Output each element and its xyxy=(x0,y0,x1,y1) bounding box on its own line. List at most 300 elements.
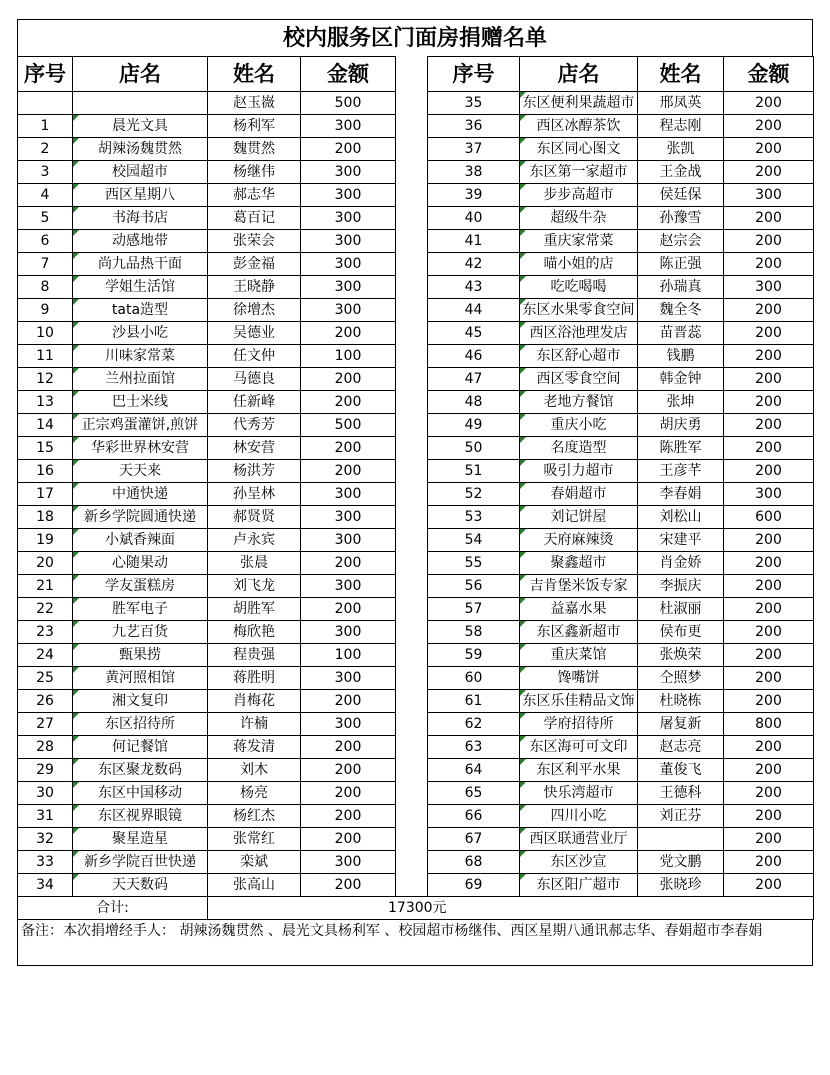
cell-no: 57 xyxy=(428,598,520,621)
cell-shop: 东区第一家超市 xyxy=(520,161,638,184)
cell-amount: 200 xyxy=(301,782,396,805)
cell-no: 37 xyxy=(428,138,520,161)
cell-name: 张高山 xyxy=(208,874,301,897)
cell-amount: 200 xyxy=(724,552,814,575)
cell-name: 胡胜军 xyxy=(208,598,301,621)
table-row xyxy=(18,207,814,230)
cell-no: 7 xyxy=(18,253,73,276)
cell-shop: 西区联通营业厅 xyxy=(520,828,638,851)
cell-shop xyxy=(73,92,208,115)
cell-name: 任新峰 xyxy=(208,391,301,414)
column-gap xyxy=(396,805,428,828)
cell-no: 12 xyxy=(18,368,73,391)
cell-shop: 天天数码 xyxy=(73,874,208,897)
cell-shop: 四川小吃 xyxy=(520,805,638,828)
table-row xyxy=(18,598,814,621)
cell-no: 66 xyxy=(428,805,520,828)
column-gap xyxy=(396,874,428,897)
cell-shop: 心随果动 xyxy=(73,552,208,575)
cell-amount: 300 xyxy=(301,299,396,322)
cell-amount: 200 xyxy=(724,529,814,552)
cell-name: 宋建平 xyxy=(638,529,724,552)
cell-shop: 名度造型 xyxy=(520,437,638,460)
cell-shop: 重庆小吃 xyxy=(520,414,638,437)
cell-name: 杨洪芳 xyxy=(208,460,301,483)
cell-no: 13 xyxy=(18,391,73,414)
cell-name: 郝志华 xyxy=(208,184,301,207)
cell-no: 40 xyxy=(428,207,520,230)
cell-amount: 200 xyxy=(724,805,814,828)
cell-no: 10 xyxy=(18,322,73,345)
cell-no: 27 xyxy=(18,713,73,736)
cell-shop: 晨光文具 xyxy=(73,115,208,138)
cell-name: 刘松山 xyxy=(638,506,724,529)
cell-shop: 学府招待所 xyxy=(520,713,638,736)
cell-no: 60 xyxy=(428,667,520,690)
column-gap xyxy=(396,230,428,253)
cell-no: 28 xyxy=(18,736,73,759)
cell-name: 卢永宾 xyxy=(208,529,301,552)
column-gap xyxy=(396,161,428,184)
cell-name: 张常红 xyxy=(208,828,301,851)
cell-no: 4 xyxy=(18,184,73,207)
cell-amount: 300 xyxy=(301,184,396,207)
cell-no: 19 xyxy=(18,529,73,552)
cell-amount: 300 xyxy=(301,115,396,138)
cell-shop: 重庆菜馆 xyxy=(520,644,638,667)
cell-name: 许楠 xyxy=(208,713,301,736)
cell-no: 31 xyxy=(18,805,73,828)
table-row xyxy=(18,368,814,391)
cell-name: 赵玉嶶 xyxy=(208,92,301,115)
table-row xyxy=(18,644,814,667)
cell-no: 47 xyxy=(428,368,520,391)
cell-shop: 湘文复印 xyxy=(73,690,208,713)
cell-name: 王德科 xyxy=(638,782,724,805)
cell-no: 55 xyxy=(428,552,520,575)
total-row xyxy=(18,897,814,920)
cell-name: 吴德业 xyxy=(208,322,301,345)
cell-shop: 黄河照相馆 xyxy=(73,667,208,690)
cell-amount: 300 xyxy=(301,253,396,276)
cell-shop: 快乐湾超市 xyxy=(520,782,638,805)
cell-name: 刘木 xyxy=(208,759,301,782)
column-gap xyxy=(396,299,428,322)
cell-shop: 西区星期八 xyxy=(73,184,208,207)
cell-amount: 200 xyxy=(724,460,814,483)
cell-shop: 川味家常菜 xyxy=(73,345,208,368)
cell-shop: 超级牛杂 xyxy=(520,207,638,230)
cell-name: 董俊飞 xyxy=(638,759,724,782)
cell-name: 蒋发清 xyxy=(208,736,301,759)
cell-amount: 100 xyxy=(301,345,396,368)
cell-name: 陈正强 xyxy=(638,253,724,276)
cell-amount: 200 xyxy=(301,138,396,161)
table-row xyxy=(18,230,814,253)
cell-shop: 尚九品热干面 xyxy=(73,253,208,276)
cell-no: 8 xyxy=(18,276,73,299)
cell-name: 葛百记 xyxy=(208,207,301,230)
cell-name: 杜淑丽 xyxy=(638,598,724,621)
table-row xyxy=(18,874,814,897)
column-gap xyxy=(396,345,428,368)
cell-name: 李振庆 xyxy=(638,575,724,598)
cell-shop: 吸引力超市 xyxy=(520,460,638,483)
cell-amount: 300 xyxy=(301,207,396,230)
cell-name: 肖梅花 xyxy=(208,690,301,713)
cell-shop: 聚星造星 xyxy=(73,828,208,851)
cell-shop: 重庆家常菜 xyxy=(520,230,638,253)
cell-amount: 300 xyxy=(301,851,396,874)
cell-shop: 兰州拉面馆 xyxy=(73,368,208,391)
column-gap xyxy=(396,115,428,138)
cell-shop: 东区乐佳精品文饰 xyxy=(520,690,638,713)
column-gap xyxy=(396,138,428,161)
cell-name: 杨亮 xyxy=(208,782,301,805)
cell-name: 代秀芳 xyxy=(208,414,301,437)
cell-no: 41 xyxy=(428,230,520,253)
cell-name: 刘正芬 xyxy=(638,805,724,828)
table-row xyxy=(18,851,814,874)
table-row xyxy=(18,414,814,437)
cell-no: 46 xyxy=(428,345,520,368)
cell-shop: 东区阳广超市 xyxy=(520,874,638,897)
cell-amount: 200 xyxy=(301,598,396,621)
cell-name: 彭金福 xyxy=(208,253,301,276)
table-row xyxy=(18,276,814,299)
cell-shop: 新乡学院百世快递 xyxy=(73,851,208,874)
cell-no: 6 xyxy=(18,230,73,253)
cell-amount: 200 xyxy=(301,828,396,851)
cell-amount: 200 xyxy=(724,253,814,276)
column-gap xyxy=(396,460,428,483)
cell-name: 仝照梦 xyxy=(638,667,724,690)
column-gap xyxy=(396,184,428,207)
cell-amount: 200 xyxy=(724,345,814,368)
cell-shop: 东区招待所 xyxy=(73,713,208,736)
cell-shop: 喵小姐的店 xyxy=(520,253,638,276)
cell-name: 苗晋蕊 xyxy=(638,322,724,345)
table-row xyxy=(18,92,814,115)
cell-amount: 200 xyxy=(724,874,814,897)
cell-name: 侯布更 xyxy=(638,621,724,644)
cell-name: 林安营 xyxy=(208,437,301,460)
header-amount: 金额 xyxy=(724,57,814,92)
cell-no: 49 xyxy=(428,414,520,437)
cell-shop: 九艺百货 xyxy=(73,621,208,644)
cell-shop: 天天来 xyxy=(73,460,208,483)
cell-shop: 校园超市 xyxy=(73,161,208,184)
cell-amount: 200 xyxy=(724,828,814,851)
cell-no: 68 xyxy=(428,851,520,874)
cell-shop: 胜军电子 xyxy=(73,598,208,621)
cell-no: 45 xyxy=(428,322,520,345)
cell-name: 程贵强 xyxy=(208,644,301,667)
cell-amount: 200 xyxy=(724,299,814,322)
cell-shop: 东区海可可文印 xyxy=(520,736,638,759)
column-gap xyxy=(396,276,428,299)
cell-no: 15 xyxy=(18,437,73,460)
cell-name: 张晓珍 xyxy=(638,874,724,897)
cell-amount: 500 xyxy=(301,414,396,437)
cell-no: 33 xyxy=(18,851,73,874)
cell-name: 孙呈林 xyxy=(208,483,301,506)
header-name: 姓名 xyxy=(638,57,724,92)
cell-amount: 200 xyxy=(724,667,814,690)
column-gap xyxy=(396,322,428,345)
cell-no: 44 xyxy=(428,299,520,322)
cell-amount: 200 xyxy=(724,161,814,184)
table-row xyxy=(18,253,814,276)
cell-shop: 书海书店 xyxy=(73,207,208,230)
cell-shop: 中通快递 xyxy=(73,483,208,506)
cell-shop: 东区视界眼镜 xyxy=(73,805,208,828)
cell-amount: 200 xyxy=(724,736,814,759)
cell-no: 11 xyxy=(18,345,73,368)
cell-amount: 200 xyxy=(724,138,814,161)
cell-no: 58 xyxy=(428,621,520,644)
cell-amount: 800 xyxy=(724,713,814,736)
header-shop: 店名 xyxy=(520,57,638,92)
header-no: 序号 xyxy=(18,57,73,92)
total-value: 17300元 xyxy=(208,897,814,920)
cell-no: 39 xyxy=(428,184,520,207)
cell-amount: 200 xyxy=(724,759,814,782)
cell-amount: 200 xyxy=(724,644,814,667)
cell-name: 王彦芊 xyxy=(638,460,724,483)
cell-name: 蒋胜明 xyxy=(208,667,301,690)
column-gap xyxy=(396,207,428,230)
table-row xyxy=(18,138,814,161)
table-row xyxy=(18,667,814,690)
cell-name: 李春娟 xyxy=(638,483,724,506)
cell-amount: 300 xyxy=(301,483,396,506)
column-gap xyxy=(396,92,428,115)
cell-amount: 200 xyxy=(301,460,396,483)
cell-name: 杨继伟 xyxy=(208,161,301,184)
cell-shop: 馋嘴饼 xyxy=(520,667,638,690)
cell-shop: 春娟超市 xyxy=(520,483,638,506)
cell-amount: 200 xyxy=(724,322,814,345)
cell-amount: 300 xyxy=(301,161,396,184)
cell-no: 36 xyxy=(428,115,520,138)
cell-no: 48 xyxy=(428,391,520,414)
cell-amount: 200 xyxy=(724,92,814,115)
cell-name: 屠复新 xyxy=(638,713,724,736)
cell-no: 5 xyxy=(18,207,73,230)
cell-shop: 东区中国移动 xyxy=(73,782,208,805)
column-gap xyxy=(396,644,428,667)
table-row xyxy=(18,713,814,736)
cell-shop: 东区鑫新超市 xyxy=(520,621,638,644)
cell-no: 14 xyxy=(18,414,73,437)
cell-shop: 聚鑫超市 xyxy=(520,552,638,575)
cell-name: 梅欣艳 xyxy=(208,621,301,644)
cell-name: 赵宗会 xyxy=(638,230,724,253)
cell-no: 30 xyxy=(18,782,73,805)
cell-amount: 200 xyxy=(724,391,814,414)
cell-shop: 甄果捞 xyxy=(73,644,208,667)
cell-amount: 200 xyxy=(301,552,396,575)
cell-amount: 300 xyxy=(301,276,396,299)
cell-no: 1 xyxy=(18,115,73,138)
table-row xyxy=(18,345,814,368)
cell-amount: 200 xyxy=(301,759,396,782)
cell-no: 2 xyxy=(18,138,73,161)
cell-shop: 东区水果零食空间 xyxy=(520,299,638,322)
cell-amount: 200 xyxy=(301,322,396,345)
table-row xyxy=(18,805,814,828)
cell-no: 65 xyxy=(428,782,520,805)
table-row xyxy=(18,736,814,759)
table-row xyxy=(18,391,814,414)
cell-no: 67 xyxy=(428,828,520,851)
cell-no: 3 xyxy=(18,161,73,184)
table-row xyxy=(18,184,814,207)
cell-name: 任文仲 xyxy=(208,345,301,368)
cell-no: 35 xyxy=(428,92,520,115)
cell-name: 魏贯然 xyxy=(208,138,301,161)
cell-no: 26 xyxy=(18,690,73,713)
cell-amount: 200 xyxy=(724,115,814,138)
cell-amount: 200 xyxy=(724,368,814,391)
column-gap xyxy=(396,552,428,575)
cell-name: 刘飞龙 xyxy=(208,575,301,598)
cell-name: 王晓静 xyxy=(208,276,301,299)
cell-name: 赵志亮 xyxy=(638,736,724,759)
header-no: 序号 xyxy=(428,57,520,92)
cell-no: 24 xyxy=(18,644,73,667)
sheet-title: 校内服务区门面房捐赠名单 xyxy=(17,19,813,56)
cell-shop: 西区冰醇茶饮 xyxy=(520,115,638,138)
cell-amount: 300 xyxy=(301,230,396,253)
cell-amount: 200 xyxy=(724,575,814,598)
cell-name: 栾斌 xyxy=(208,851,301,874)
column-gap xyxy=(396,368,428,391)
cell-no: 32 xyxy=(18,828,73,851)
table-row xyxy=(18,322,814,345)
cell-no: 21 xyxy=(18,575,73,598)
cell-name: 张荣会 xyxy=(208,230,301,253)
column-gap xyxy=(396,690,428,713)
cell-name: 孙瑞真 xyxy=(638,276,724,299)
table-row xyxy=(18,506,814,529)
cell-shop: 动感地带 xyxy=(73,230,208,253)
cell-name: 魏全冬 xyxy=(638,299,724,322)
cell-shop: 天府麻辣烫 xyxy=(520,529,638,552)
cell-shop: 学友蛋糕房 xyxy=(73,575,208,598)
cell-amount: 300 xyxy=(724,184,814,207)
cell-name: 胡庆勇 xyxy=(638,414,724,437)
cell-shop: 吉肯堡米饭专家 xyxy=(520,575,638,598)
cell-name: 钱鹏 xyxy=(638,345,724,368)
cell-amount: 300 xyxy=(301,529,396,552)
cell-name: 徐增杰 xyxy=(208,299,301,322)
cell-shop: 华彩世界林安营 xyxy=(73,437,208,460)
cell-name: 孙豫雪 xyxy=(638,207,724,230)
cell-name: 张晨 xyxy=(208,552,301,575)
table-row xyxy=(18,529,814,552)
cell-no: 50 xyxy=(428,437,520,460)
cell-no: 56 xyxy=(428,575,520,598)
header-shop: 店名 xyxy=(73,57,208,92)
table-row xyxy=(18,621,814,644)
cell-no: 51 xyxy=(428,460,520,483)
cell-no: 38 xyxy=(428,161,520,184)
column-gap xyxy=(396,759,428,782)
cell-no: 17 xyxy=(18,483,73,506)
cell-name: 陈胜军 xyxy=(638,437,724,460)
cell-amount: 100 xyxy=(301,644,396,667)
cell-shop: 何记餐馆 xyxy=(73,736,208,759)
cell-name: 张坤 xyxy=(638,391,724,414)
table-row xyxy=(18,690,814,713)
cell-name: 马德良 xyxy=(208,368,301,391)
cell-name: 王金战 xyxy=(638,161,724,184)
remarks-note: 备注：本次捐增经手人： 胡辣汤魏贯然 、晨光文具杨利军 、校园超市杨继伟、西区星期八通讯郝志华、春娟超市李春娟 xyxy=(17,920,813,966)
column-gap xyxy=(396,414,428,437)
cell-shop: 西区浴池理发店 xyxy=(520,322,638,345)
table-row xyxy=(18,161,814,184)
cell-amount: 200 xyxy=(724,437,814,460)
cell-amount: 200 xyxy=(301,437,396,460)
cell-amount: 200 xyxy=(724,851,814,874)
cell-shop: 东区便利果蔬超市 xyxy=(520,92,638,115)
cell-name: 侯廷保 xyxy=(638,184,724,207)
donation-sheet xyxy=(17,19,813,966)
donation-table xyxy=(17,56,814,920)
cell-no: 53 xyxy=(428,506,520,529)
cell-shop: 刘记饼屋 xyxy=(520,506,638,529)
cell-shop: 西区零食空间 xyxy=(520,368,638,391)
column-gap xyxy=(396,621,428,644)
cell-amount: 300 xyxy=(724,483,814,506)
cell-amount: 200 xyxy=(301,805,396,828)
cell-name: 郝贤贤 xyxy=(208,506,301,529)
cell-no: 64 xyxy=(428,759,520,782)
cell-name: 张凯 xyxy=(638,138,724,161)
cell-name: 韩金钟 xyxy=(638,368,724,391)
cell-amount: 200 xyxy=(724,621,814,644)
cell-amount: 200 xyxy=(301,690,396,713)
table-row xyxy=(18,299,814,322)
column-gap xyxy=(396,253,428,276)
column-gap xyxy=(396,828,428,851)
cell-no: 59 xyxy=(428,644,520,667)
cell-shop: 东区同心图文 xyxy=(520,138,638,161)
column-gap xyxy=(396,851,428,874)
cell-shop: 东区沙宣 xyxy=(520,851,638,874)
cell-shop: 东区聚龙数码 xyxy=(73,759,208,782)
cell-shop: 正宗鸡蛋灌饼,煎饼 xyxy=(73,414,208,437)
cell-amount: 600 xyxy=(724,506,814,529)
cell-no: 63 xyxy=(428,736,520,759)
cell-no: 16 xyxy=(18,460,73,483)
cell-no: 61 xyxy=(428,690,520,713)
cell-amount: 200 xyxy=(301,874,396,897)
header-amount: 金额 xyxy=(301,57,396,92)
cell-amount: 200 xyxy=(724,598,814,621)
cell-shop: 东区舒心超市 xyxy=(520,345,638,368)
cell-no: 20 xyxy=(18,552,73,575)
column-gap xyxy=(396,506,428,529)
cell-no: 25 xyxy=(18,667,73,690)
cell-amount: 200 xyxy=(301,391,396,414)
table-row xyxy=(18,782,814,805)
table-row xyxy=(18,437,814,460)
cell-shop: 益嘉水果 xyxy=(520,598,638,621)
table-row xyxy=(18,759,814,782)
